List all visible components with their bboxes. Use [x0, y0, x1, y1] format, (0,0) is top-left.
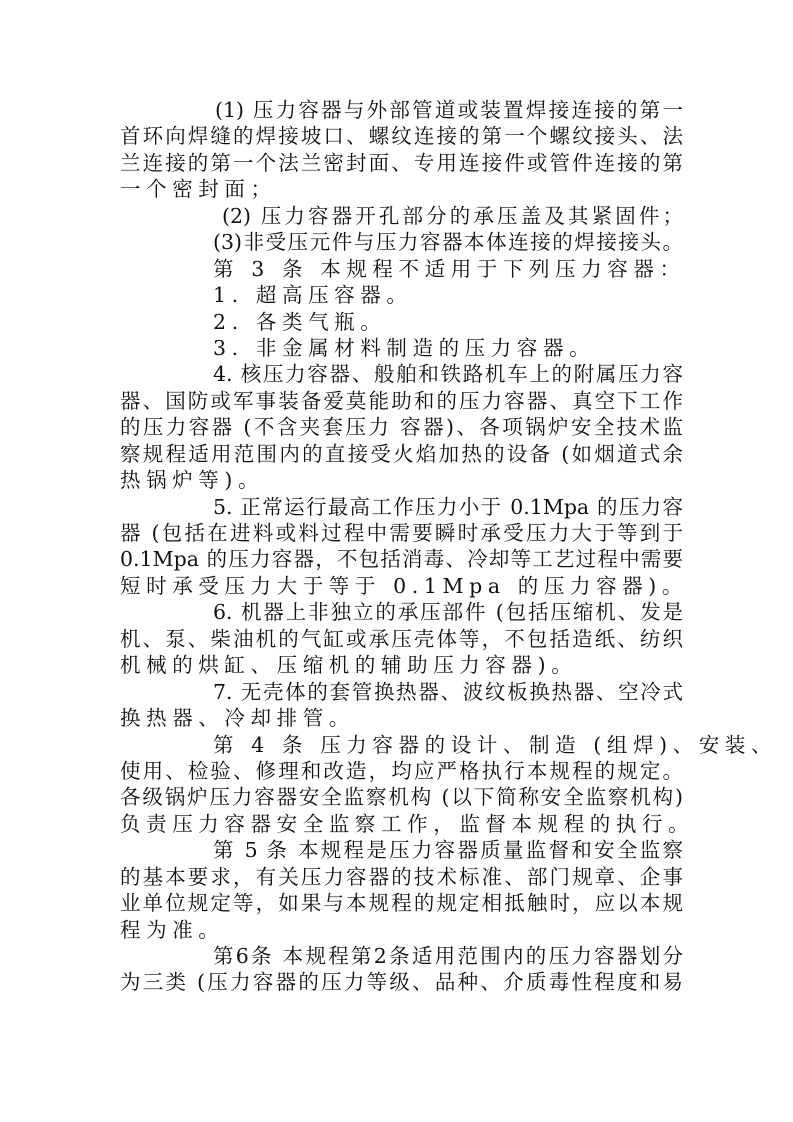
list-item: 4. 核压力容器、般舶和铁路机车上的附属压力容 — [213, 362, 683, 387]
paragraph-line: 一个密封面； — [120, 177, 277, 202]
paragraph-line: 为三类 (压力容器的压力等级、品种、介质毒性程度和易 — [120, 970, 683, 995]
paragraph-line: 换热器、冷却排管。 — [120, 706, 355, 731]
list-item: 3. 非金属材料制造的压力容器。 — [213, 335, 596, 360]
paragraph-line: 使用、检验、修理和改造，均应严格执行本规程的规定。 — [120, 758, 683, 783]
list-item: 6. 机器上非独立的承压部件 (包括压缩机、发是 — [213, 600, 683, 625]
article-heading: 第 3 条 本规程不适用于下列压力容器： — [213, 256, 686, 281]
document-body — [120, 97, 778, 996]
paragraph-line: 首环向焊缝的焊接坡口、螺纹连接的第一个螺纹接头、法 — [120, 124, 683, 149]
paragraph-line: 业单位规定等，如果与本规程的规定相抵触时，应以本规 — [120, 891, 683, 916]
paragraph-line: 各级锅炉压力容器安全监察机构 (以下简称安全监察机构) — [120, 785, 683, 810]
paragraph-line: 察规程适用范围内的直接受火焰加热的设备 (如烟道式余 — [120, 441, 683, 466]
list-item: 1. 超高压容器。 — [213, 283, 413, 308]
paragraph-line: 的基本要求，有关压力容器的技术标准、部门规章、企事 — [120, 864, 683, 889]
paragraph-line: 负责压力容器安全监察工作，监督本规程的执行。 — [120, 811, 695, 836]
paragraph-line: (1) 压力容器与外部管道或装置焊接连接的第一 — [215, 98, 683, 122]
paragraph-line: 热锅炉等)。 — [120, 468, 265, 493]
paragraph-line: 短时承受压力大于等于 0.1Mpa 的压力容器)。 — [120, 573, 688, 598]
paragraph-line: 机、泵、柴油机的气缸或承压壳体等，不包括造纸、纺织 — [120, 626, 683, 651]
paragraph-line: (3)非受压元件与压力容器本体连接的焊接接头。 — [213, 230, 683, 255]
paragraph-line: 机械的烘缸、压缩机的辅助压力容器)。 — [120, 653, 578, 678]
article-heading: 第6条 本规程第2条适用范围内的压力容器划分 — [213, 944, 683, 968]
list-item: 2. 各类气瓶。 — [213, 309, 387, 334]
paragraph-line: 兰连接的第一个法兰密封面、专用连接件或管件连接的第 — [120, 150, 683, 175]
article-heading: 第 4 条 压力容器的设计、制造 (组焊)、安装、 — [213, 732, 778, 757]
paragraph-line: (2) 压力容器开孔部分的承压盖及其紧固件； — [222, 203, 683, 228]
paragraph-line: 0.1Mpa 的压力容器，不包括消毒、冷却等工艺过程中需要 — [120, 547, 683, 572]
paragraph-line: 的压力容器 (不含夹套压力 容器)、各项锅炉安全技术监 — [120, 415, 683, 440]
list-item: 5. 正常运行最高工作压力小于 0.1Mpa 的压力容 — [213, 494, 683, 519]
article-heading: 第 5 条 本规程是压力容器质量监督和安全监察 — [213, 838, 683, 863]
paragraph-line: 器 (包括在进料或料过程中需要瞬时承受压力大于等到于 — [120, 521, 683, 545]
list-item: 7. 无壳体的套管换热器、波纹板换热器、空冷式 — [213, 679, 683, 704]
paragraph-line: 程为准。 — [120, 917, 225, 942]
paragraph-line: 器、国防或军事装备爱莫能助和的压力容器、真空下工作 — [120, 388, 683, 413]
